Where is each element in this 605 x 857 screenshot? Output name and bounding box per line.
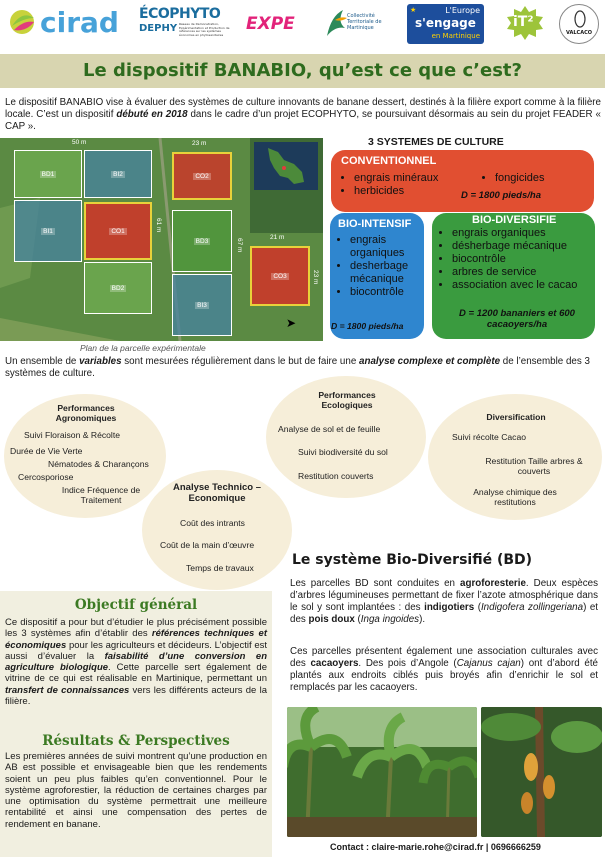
dim-label: 23 m bbox=[312, 270, 319, 285]
photo-cocoa-tree bbox=[481, 707, 602, 837]
list-item: • desherbage mécanique bbox=[350, 260, 424, 286]
objectif-title: Objectif général bbox=[74, 597, 198, 613]
bd-paragraph-1: Les parcelles BD sont conduites en agroforesterie. Deux espèces d’arbres légumineuses permettant de fixer l’azote atmosphérique dans le sol y sont implantées : des indigotiers (Indigofera zollingeriana) et des pois doux (Inga ingoides). bbox=[290, 578, 599, 625]
intro-paragraph: Le dispositif BANABIO vise à évaluer des systèmes de culture innovants de banane dessert, destinés à la filière export comme à la filière locale. C’est un dispositif débuté en 2018 dans le cadre d’un projet ECOPHYTO, se poursuivant désormais au sein du projet FEADER « CAP ». bbox=[5, 97, 602, 132]
plot-co3: CO3 bbox=[250, 246, 310, 306]
list-item: • engrais minéraux bbox=[354, 172, 438, 185]
box-bio-intensif: BIO-INTENSIF • engrais organiques • desherbage mécanique • biocontrôle D = 1800 pieds/ha bbox=[330, 213, 424, 339]
plot-co2: CO2 bbox=[172, 152, 232, 200]
box-bio-diversifie: BIO-DIVERSIFIE • engrais organiques • désherbage mécanique • biocontrôle • arbres de service • association avec le cacao D = 1200 bananiers et 600 cacaoyers/ha bbox=[432, 213, 595, 339]
dim-label: 61 m bbox=[155, 218, 162, 233]
expe-logo: EXPE bbox=[246, 14, 295, 34]
martinique-inset bbox=[254, 142, 318, 190]
contact-info: Contact : claire-marie.rohe@cirad.fr | 0696666259 bbox=[330, 842, 541, 852]
photo-banana-field bbox=[287, 707, 477, 837]
hummingbird-icon bbox=[323, 6, 347, 40]
list-item: Suivi biodiversité du sol bbox=[298, 447, 388, 457]
list-item: • arbres de service bbox=[452, 266, 592, 279]
list-item: Cercosporiose bbox=[18, 472, 74, 482]
cocoa-tree-image bbox=[481, 707, 602, 837]
dim-label: 67 m bbox=[236, 238, 243, 253]
plot-bi1: BI1 bbox=[14, 200, 82, 262]
density-label: D = 1800 pieds/ha bbox=[461, 190, 541, 201]
list-item: • biocontrôle bbox=[452, 253, 592, 266]
aerial-map bbox=[0, 138, 323, 341]
list-item: Coût des intrants bbox=[180, 518, 245, 528]
density-label: D = 1200 bananiers et 600 cacaoyers/ha bbox=[459, 308, 575, 330]
plot-bi3: BI3 bbox=[172, 274, 232, 336]
dim-label: 23 m bbox=[192, 140, 207, 147]
plot-bd1: BD1 bbox=[14, 150, 82, 198]
list-item: Restitution Taille arbres & couverts bbox=[485, 456, 583, 476]
list-item: Suivi récolte Cacao bbox=[452, 432, 527, 442]
europe-logo: L'Europe s'engage en Martinique ★ bbox=[407, 4, 484, 44]
it2-logo: iT² bbox=[502, 5, 548, 41]
island-map-icon bbox=[254, 142, 318, 190]
ellipse-technico: Analyse Technico – Economique Coût des intrants Coût de la main d’œuvre Temps de travaux bbox=[142, 470, 292, 590]
list-item: Suivi Floraison & Récolte bbox=[24, 430, 121, 440]
list-item: • désherbage mécanique bbox=[452, 240, 592, 253]
bd-title: Le système Bio-Diversifié (BD) bbox=[292, 552, 533, 568]
list-item: Temps de travaux bbox=[186, 563, 254, 573]
list-item: • engrais organiques bbox=[452, 227, 592, 240]
cocoa-pod-icon bbox=[570, 10, 590, 28]
resultats-text: Les premières années de suivi montrent qu’une production en AB est possible et envisageable bien que les rendements soient un peu plus faibles qu’en conventionnel. Pour le système agroforestier, la réduction de certaines charges par une optimisation du système permettrait une meilleure rentabilité et ainsi une compensation des pertes de rendement en banane. bbox=[5, 751, 267, 830]
logo-bar bbox=[0, 0, 605, 46]
objectives-panel bbox=[0, 591, 272, 857]
plot-bd2: BD2 bbox=[84, 262, 152, 314]
cirad-leaf-icon bbox=[8, 8, 36, 36]
list-item: Analyse chimique des restitutions bbox=[473, 487, 557, 507]
list-item: Coût de la main d’œuvre bbox=[160, 540, 255, 550]
banana-plants-image bbox=[287, 707, 477, 837]
density-label: D = 1800 pieds/ha bbox=[331, 321, 404, 331]
dim-label: 21 m bbox=[270, 234, 285, 241]
ecophyto-logo: ÉCOPHYTO DEPHY Réseau de Démonstration, Expérimentation et Production de références sur les systèmes économes en phytosanitaires bbox=[139, 6, 230, 37]
list-item: Analyse de sol et de feuille bbox=[278, 424, 381, 434]
ellipse-agronomiques: Performances Agronomiques Suivi Floraison & Récolte Durée de Vie Verte Nématodes & Charançons Cercosporiose Indice Fréquence de Traitement bbox=[4, 394, 166, 518]
list-item: Restitution couverts bbox=[298, 471, 374, 481]
box-conventionnel: CONVENTIONNEL • engrais minéraux • herbicides • fongicides D = 1800 pieds/ha bbox=[331, 150, 594, 212]
plot-co1: CO1 bbox=[84, 202, 152, 260]
list-item: • biocontrôle bbox=[350, 286, 424, 299]
map-caption: Plan de la parcelle expérimentale bbox=[80, 343, 206, 353]
valcaco-logo: VALCACO bbox=[559, 4, 599, 44]
list-item: • association avec le cacao bbox=[452, 279, 592, 292]
plot-bd3: BD3 bbox=[172, 210, 232, 272]
list-item: • fongicides bbox=[495, 172, 545, 185]
list-item: Nématodes & Charançons bbox=[48, 459, 149, 469]
north-arrow-icon: ➤ bbox=[286, 316, 297, 330]
list-item: • engrais organiques bbox=[350, 234, 424, 260]
ctm-logo: Collectivité Territoriale de Martinique bbox=[323, 4, 397, 44]
ellipse-diversification: Diversification Suivi récolte Cacao Restitution Taille arbres & couverts Analyse chimique des restitutions bbox=[428, 394, 602, 520]
list-item: Indice Fréquence de Traitement bbox=[61, 485, 141, 505]
eu-stars-icon: ★ bbox=[410, 6, 417, 14]
page-title: Le dispositif BANABIO, qu’est ce que c’est? bbox=[83, 60, 522, 81]
title-band bbox=[0, 54, 605, 88]
bd-paragraph-2: Ces parcelles présentent également une association culturales avec des cacaoyers. Des pois d’Angole (Cajanus cajan) ont d’abord été plantés aux endroits ciblés puis broyés afin d’enrichir le sol et remplacés par les cacaoyers. bbox=[290, 646, 598, 693]
variables-paragraph: Un ensemble de variables sont mesurées régulièrement dans le but de faire une analyse complexe et complète de l’ensemble des 3 systèmes de culture. bbox=[5, 356, 590, 379]
ellipse-ecologiques: Performances Ecologiques Analyse de sol et de feuille Suivi biodiversité du sol Restitution couverts bbox=[266, 376, 426, 498]
list-item: • herbicides bbox=[354, 185, 438, 198]
cirad-logo: cirad bbox=[8, 8, 123, 38]
objectif-text: Ce dispositif a pour but d’étudier le plus précisément possible les 3 systèmes afin d’établir des références techniques et économiques pour les agriculteurs et décideurs. L’objectif est aussi d’évaluer la faisabilité d’une conversion en agriculture biologique. Cette parcelle sert également de vitrine de ce qui est réalisable en Martinique, permettant un transfert de connaissances vers les différents acteurs de la filière. bbox=[5, 617, 268, 708]
list-item: Durée de Vie Verte bbox=[10, 446, 83, 456]
dim-label: 50 m bbox=[72, 139, 87, 146]
plot-bi2: BI2 bbox=[84, 150, 152, 198]
systems-heading: 3 SYSTEMES DE CULTURE bbox=[368, 136, 504, 148]
resultats-title: Résultats & Perspectives bbox=[42, 733, 230, 749]
